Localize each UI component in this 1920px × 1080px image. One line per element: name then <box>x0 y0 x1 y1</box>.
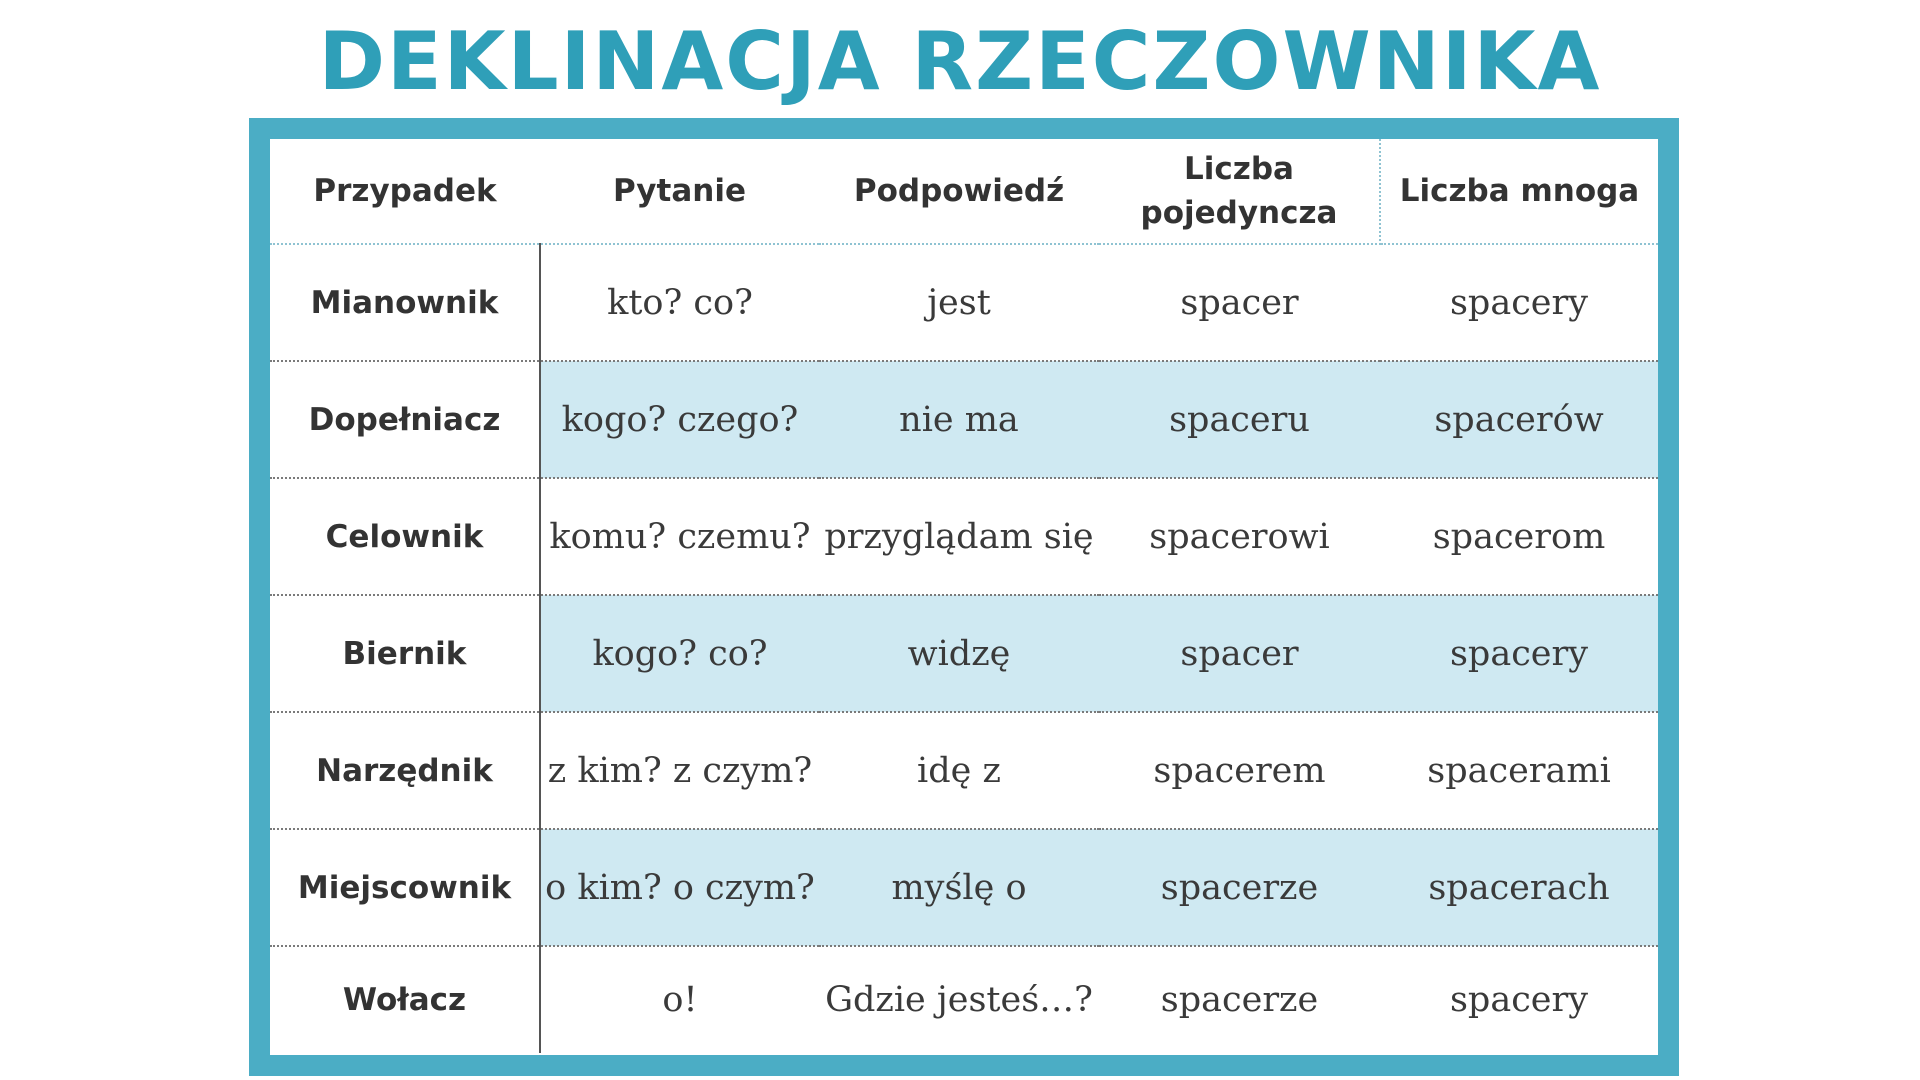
question-cell: o! <box>662 980 698 1020</box>
table-row <box>270 478 1658 595</box>
plural-cell: spacerach <box>1380 829 1658 946</box>
case-cell: Mianownik <box>270 244 540 361</box>
singular-cell: spacerem <box>1099 712 1380 829</box>
question-cell: komu? czemu? <box>540 478 819 595</box>
header-hint: Podpowiedź <box>819 139 1099 244</box>
question-cell: o kim? o czym? <box>540 829 819 946</box>
hint-cell: myślę o <box>819 829 1099 946</box>
table-row <box>270 595 1658 712</box>
hint-cell: widzę <box>819 595 1099 712</box>
hint-cell: Gdzie jesteś…? <box>825 980 1093 1020</box>
hint-cell: jest <box>819 244 1099 361</box>
singular-cell: spacer <box>1099 595 1380 712</box>
singular-cell: spacerowi <box>1099 478 1380 595</box>
case-cell: Dopełniacz <box>270 361 540 478</box>
declension-table <box>270 139 1658 1053</box>
hint-cell: nie ma <box>819 361 1099 478</box>
header-plural: Liczba mnoga <box>1380 139 1658 244</box>
question-cell: z kim? z czym? <box>540 712 819 829</box>
hint-cell: przyglądam się <box>819 478 1099 595</box>
plural-cell: spacerami <box>1380 712 1658 829</box>
table-row <box>270 244 1658 361</box>
plural-cell: spacerom <box>1380 478 1658 595</box>
header-singular: Liczba pojedyncza <box>1099 139 1380 244</box>
table-row <box>270 946 1658 1053</box>
declension-table-frame <box>249 118 1679 1076</box>
singular-cell: spacer <box>1099 244 1380 361</box>
singular-cell: spacerze <box>1160 980 1319 1020</box>
case-cell: Biernik <box>270 595 540 712</box>
header-question: Pytanie <box>540 139 819 244</box>
table-row <box>270 829 1658 946</box>
case-cell: Wołacz <box>270 946 540 1053</box>
case-cell: Narzędnik <box>270 712 540 829</box>
case-cell: Celownik <box>270 478 540 595</box>
question-cell: kto? co? <box>540 244 819 361</box>
page-title: DEKLINACJA RZECZOWNIKA <box>318 15 1602 108</box>
question-cell: kogo? czego? <box>540 361 819 478</box>
singular-cell: spacerze <box>1099 829 1380 946</box>
header-case: Przypadek <box>270 139 540 244</box>
table-row <box>270 361 1658 478</box>
singular-cell: spaceru <box>1099 361 1380 478</box>
plural-cell: spacerów <box>1380 361 1658 478</box>
case-cell: Miejscownik <box>270 829 540 946</box>
plural-cell: spacery <box>1380 595 1658 712</box>
hint-cell: idę z <box>819 712 1099 829</box>
table-header-row <box>270 139 1658 244</box>
plural-cell: spacery <box>1449 980 1589 1020</box>
question-cell: kogo? co? <box>540 595 819 712</box>
table-row <box>270 712 1658 829</box>
plural-cell: spacery <box>1380 244 1658 361</box>
